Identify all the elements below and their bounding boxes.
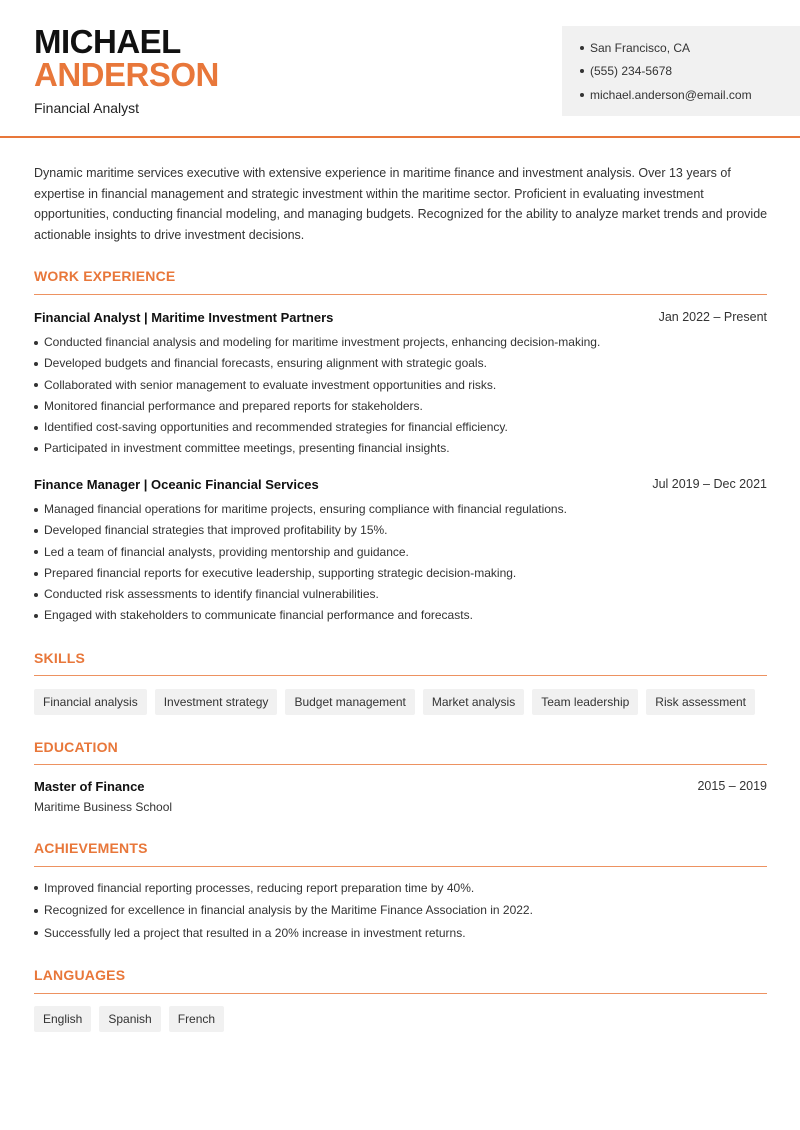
job-role: Finance Manager | Oceanic Financial Services	[34, 477, 319, 492]
list-item	[34, 584, 767, 605]
bullet-icon	[580, 69, 584, 73]
degree: Master of Finance	[34, 779, 145, 794]
job-dates: Jul 2019 – Dec 2021	[652, 477, 767, 491]
bullet-icon	[34, 383, 38, 387]
bullet-icon	[34, 447, 38, 451]
section-divider	[34, 675, 767, 676]
languages-list	[34, 1006, 224, 1032]
skill-chip: Investment strategy	[155, 689, 278, 715]
bullet-icon	[34, 405, 38, 409]
bullet-icon	[34, 341, 38, 345]
list-item	[34, 438, 767, 459]
language-chip: French	[169, 1006, 224, 1032]
bullet-text: Engaged with stakeholders to communicate financial performance and forecasts.	[44, 608, 473, 623]
bullet-text: Improved financial reporting processes, reducing report preparation time by 40%.	[44, 880, 475, 895]
bullet-text: Conducted financial analysis and modeling for maritime investment projects, enhancing decision-making.	[44, 335, 601, 349]
section-title-achievements: ACHIEVEMENTS	[34, 840, 148, 856]
bullet-text: Participated in investment committee meetings, presenting financial insights.	[44, 441, 450, 456]
section-divider	[34, 866, 767, 867]
job-bullets	[34, 499, 767, 627]
list-item	[34, 605, 767, 626]
bullet-text: Managed financial operations for maritime projects, ensuring compliance with financial regulations.	[44, 502, 567, 516]
bullet-icon	[34, 529, 38, 533]
skill-chip: Financial analysis	[34, 689, 147, 715]
list-item	[34, 396, 767, 417]
bullet-text: Collaborated with senior management to evaluate investment opportunities and risks.	[44, 377, 497, 392]
bullet-text: Prepared financial reports for executive leadership, supporting strategic decision-making.	[44, 565, 517, 580]
skill-chip: Risk assessment	[646, 689, 755, 715]
job-role: Financial Analyst | Maritime Investment Partners	[34, 310, 334, 325]
bullet-text: Developed financial strategies that improved profitability by 15%.	[44, 523, 388, 538]
bullet-icon	[34, 572, 38, 576]
bullet-text: Identified cost-saving opportunities and recommended strategies for financial efficiency.	[44, 420, 508, 435]
last-name: ANDERSON	[34, 56, 219, 93]
skill-chip: Team leadership	[532, 689, 638, 715]
bullet-icon	[34, 593, 38, 597]
list-item	[34, 332, 767, 353]
section-title-work: WORK EXPERIENCE	[34, 268, 176, 284]
section-title-skills: SKILLS	[34, 650, 85, 666]
list-item	[34, 900, 767, 923]
bullet-text: Conducted risk assessments to identify financial vulnerabilities.	[44, 587, 379, 602]
location-text: San Francisco, CA	[590, 40, 691, 55]
summary-paragraph: Dynamic maritime services executive with extensive experience in maritime finance and investment analysis. Over 13 years of expertise in financial management and strategic investment within the maritime sector. Proficient in evaluating investment opportunities, conducting financial modeling, and managing budgets. Recognized for the ability to analyze market trends and provide actionable insights to drive investment decisions.	[34, 166, 768, 243]
bullet-text: Developed budgets and financial forecasts, ensuring alignment with strategic goals.	[44, 356, 487, 371]
resume-header	[0, 0, 800, 138]
list-item	[34, 375, 767, 396]
education-dates: 2015 – 2019	[697, 779, 767, 793]
list-item	[34, 922, 767, 945]
education-header	[34, 779, 767, 794]
contact-email	[580, 83, 800, 107]
skill-chip: Budget management	[285, 689, 414, 715]
contact-location	[580, 36, 800, 60]
bullet-icon	[34, 614, 38, 618]
skills-list	[34, 689, 755, 715]
section-divider	[34, 993, 767, 994]
bullet-icon	[34, 550, 38, 554]
bullet-icon	[34, 886, 38, 890]
language-chip: Spanish	[99, 1006, 160, 1032]
section-title-languages: LANGUAGES	[34, 967, 126, 983]
job-title: Financial Analyst	[34, 100, 140, 116]
list-item	[34, 877, 767, 900]
section-title-education: EDUCATION	[34, 739, 118, 755]
bullet-text: Led a team of financial analysts, providing mentorship and guidance.	[44, 544, 409, 559]
contact-phone	[580, 60, 800, 84]
phone-text: (555) 234-5678	[590, 64, 673, 79]
bullet-text: Monitored financial performance and prepared reports for stakeholders.	[44, 398, 423, 413]
skill-chip: Market analysis	[423, 689, 524, 715]
bullet-icon	[34, 362, 38, 366]
list-item	[34, 520, 767, 541]
bullet-icon	[34, 426, 38, 430]
list-item	[34, 417, 767, 438]
bullet-text: Recognized for excellence in financial analysis by the Maritime Finance Association in 2022.	[44, 903, 533, 918]
section-divider	[34, 294, 767, 295]
achievement-bullets	[34, 877, 767, 945]
bullet-icon	[34, 931, 38, 935]
first-name: MICHAEL	[34, 23, 181, 60]
job-header	[34, 310, 767, 325]
email-text: michael.anderson@email.com	[590, 87, 752, 102]
bullet-icon	[580, 93, 584, 97]
bullet-text: Successfully led a project that resulted in a 20% increase in investment returns.	[44, 925, 466, 940]
list-item	[34, 353, 767, 374]
list-item	[34, 499, 767, 520]
job-header	[34, 477, 767, 492]
list-item	[34, 542, 767, 563]
bullet-icon	[34, 508, 38, 512]
bullet-icon	[580, 46, 584, 50]
section-divider	[34, 764, 767, 765]
list-item	[34, 563, 767, 584]
job-bullets	[34, 332, 767, 460]
contact-box	[562, 26, 800, 116]
language-chip: English	[34, 1006, 91, 1032]
bullet-icon	[34, 909, 38, 913]
school-name: Maritime Business School	[34, 800, 173, 814]
job-dates: Jan 2022 – Present	[658, 310, 767, 324]
